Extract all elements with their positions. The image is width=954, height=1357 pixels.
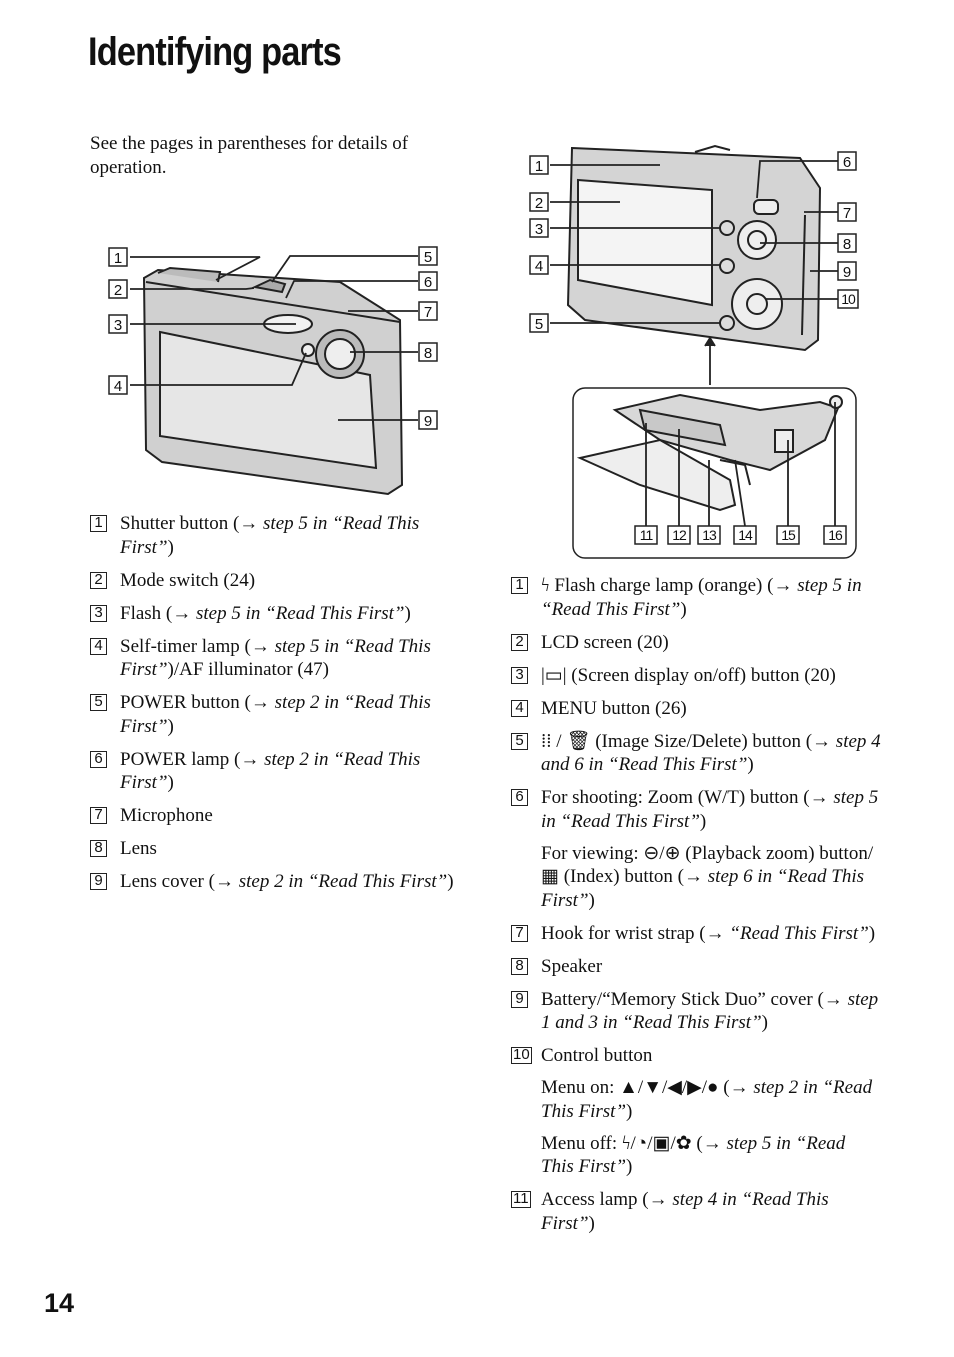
front-callout: 9 bbox=[423, 413, 433, 430]
list-item: 7 Hook for wrist strap (→ “Read This First”) bbox=[511, 922, 881, 946]
list-item: 5 ⁞⁞ / 🗑 (Image Size/Delete) button (→ step 4 and 6 in “Read This First”) bbox=[511, 730, 881, 777]
item-number: 1 bbox=[511, 577, 528, 594]
item-number: 8 bbox=[90, 840, 107, 857]
list-item: 5 POWER button (→ step 2 in “Read This First”) bbox=[90, 691, 465, 738]
item-number: 7 bbox=[90, 807, 107, 824]
back-parts-list bbox=[511, 574, 881, 1245]
item-number: 4 bbox=[511, 700, 528, 717]
front-callout: 6 bbox=[423, 274, 433, 291]
list-item: 1 Shutter button (→ step 5 in “Read This First”) bbox=[90, 512, 465, 559]
list-item: 10 Control button bbox=[513, 1045, 653, 1066]
list-item: 9 Battery/“Memory Stick Duo” cover (→ step 1 and 3 in “Read This First”) bbox=[511, 988, 881, 1035]
item-number: 2 bbox=[511, 634, 528, 651]
back-callout: 8 bbox=[842, 236, 852, 253]
list-item: 3 |▭| (Screen display on/off) button (20) bbox=[511, 664, 881, 688]
front-callout: 2 bbox=[113, 282, 123, 299]
item-number: 3 bbox=[511, 667, 528, 684]
front-callout: 3 bbox=[113, 317, 123, 334]
item-number: 9 bbox=[511, 991, 528, 1008]
back-callout: 2 bbox=[534, 195, 544, 212]
item-number: 7 bbox=[511, 925, 528, 942]
list-item: 4 Self-timer lamp (→ step 5 in “Read This First”)/AF illuminator (47) bbox=[90, 635, 465, 682]
front-callout: 4 bbox=[113, 378, 123, 395]
back-callout: 15 bbox=[781, 527, 795, 543]
back-callout: 7 bbox=[842, 205, 852, 222]
back-callout: 14 bbox=[738, 527, 752, 543]
back-callout: 1 bbox=[534, 158, 544, 175]
list-item: 2 LCD screen (20) bbox=[511, 631, 881, 655]
list-item: 9 Lens cover (→ step 2 in “Read This First”) bbox=[90, 870, 465, 894]
item-number: 4 bbox=[90, 638, 107, 655]
item-number: 10 bbox=[513, 1046, 530, 1063]
back-callout: 13 bbox=[702, 527, 716, 543]
item-number: 6 bbox=[511, 789, 528, 806]
item-number: 8 bbox=[511, 958, 528, 975]
back-callout: 3 bbox=[534, 221, 544, 238]
item-number: 1 bbox=[90, 515, 107, 532]
front-camera-diagram bbox=[100, 240, 450, 500]
back-callout: 6 bbox=[842, 154, 852, 171]
item-number: 9 bbox=[90, 873, 107, 890]
front-callout: 1 bbox=[113, 250, 123, 267]
page-title: Identifying parts bbox=[88, 30, 341, 74]
list-item: 2 Mode switch (24) bbox=[90, 569, 465, 593]
back-callout: 5 bbox=[534, 316, 544, 333]
list-item: 3 Flash (→ step 5 in “Read This First”) bbox=[90, 602, 465, 626]
back-callout: 9 bbox=[842, 264, 852, 281]
item-number: 6 bbox=[90, 751, 107, 768]
item-number: 11 bbox=[513, 1190, 529, 1207]
item-number: 3 bbox=[90, 605, 107, 622]
back-callout: 16 bbox=[828, 527, 842, 543]
list-item: 1 ϟ Flash charge lamp (orange) (→ step 5 in “Read This First”) bbox=[511, 574, 881, 621]
list-item: 11 Access lamp (→ step 4 in “Read This First”) bbox=[513, 1189, 829, 1234]
list-item: 8 Lens bbox=[90, 837, 465, 861]
back-camera-diagram bbox=[520, 140, 865, 560]
front-parts-list bbox=[90, 512, 465, 903]
front-callout: 7 bbox=[423, 304, 433, 321]
item-number: 2 bbox=[90, 572, 107, 589]
back-callout: 4 bbox=[534, 258, 544, 275]
page-number: 14 bbox=[44, 1288, 75, 1318]
list-item: 7 Microphone bbox=[90, 804, 465, 828]
list-item-continuation: Menu off: ϟ/◔/▣/✿ (→ step 5 in “Read This First”) bbox=[541, 1132, 846, 1177]
item-number: 5 bbox=[90, 694, 107, 711]
back-callout: 12 bbox=[672, 527, 686, 543]
list-item: 8 Speaker bbox=[511, 955, 881, 979]
front-callout: 8 bbox=[423, 345, 433, 362]
intro-text: See the pages in parentheses for details of operation. bbox=[90, 133, 409, 178]
list-item: 4 MENU button (26) bbox=[511, 697, 881, 721]
back-callout: 11 bbox=[639, 527, 653, 543]
front-callout: 5 bbox=[423, 249, 433, 266]
list-item-continuation: Menu on: ▲/▼/◀/▶/● (→ step 2 in “Read This First”) bbox=[541, 1077, 873, 1122]
list-item: 6 POWER lamp (→ step 2 in “Read This First”) bbox=[90, 748, 465, 795]
back-callout: 10 bbox=[841, 291, 855, 307]
item-number: 5 bbox=[511, 733, 528, 750]
list-item-continuation: For viewing: ⊖/⊕ (Playback zoom) button/▦ (Index) button (→ step 6 in “Read This First”) bbox=[541, 842, 874, 911]
list-item: 6 For shooting: Zoom (W/T) button (→ step 5 in “Read This First”) bbox=[511, 786, 881, 833]
